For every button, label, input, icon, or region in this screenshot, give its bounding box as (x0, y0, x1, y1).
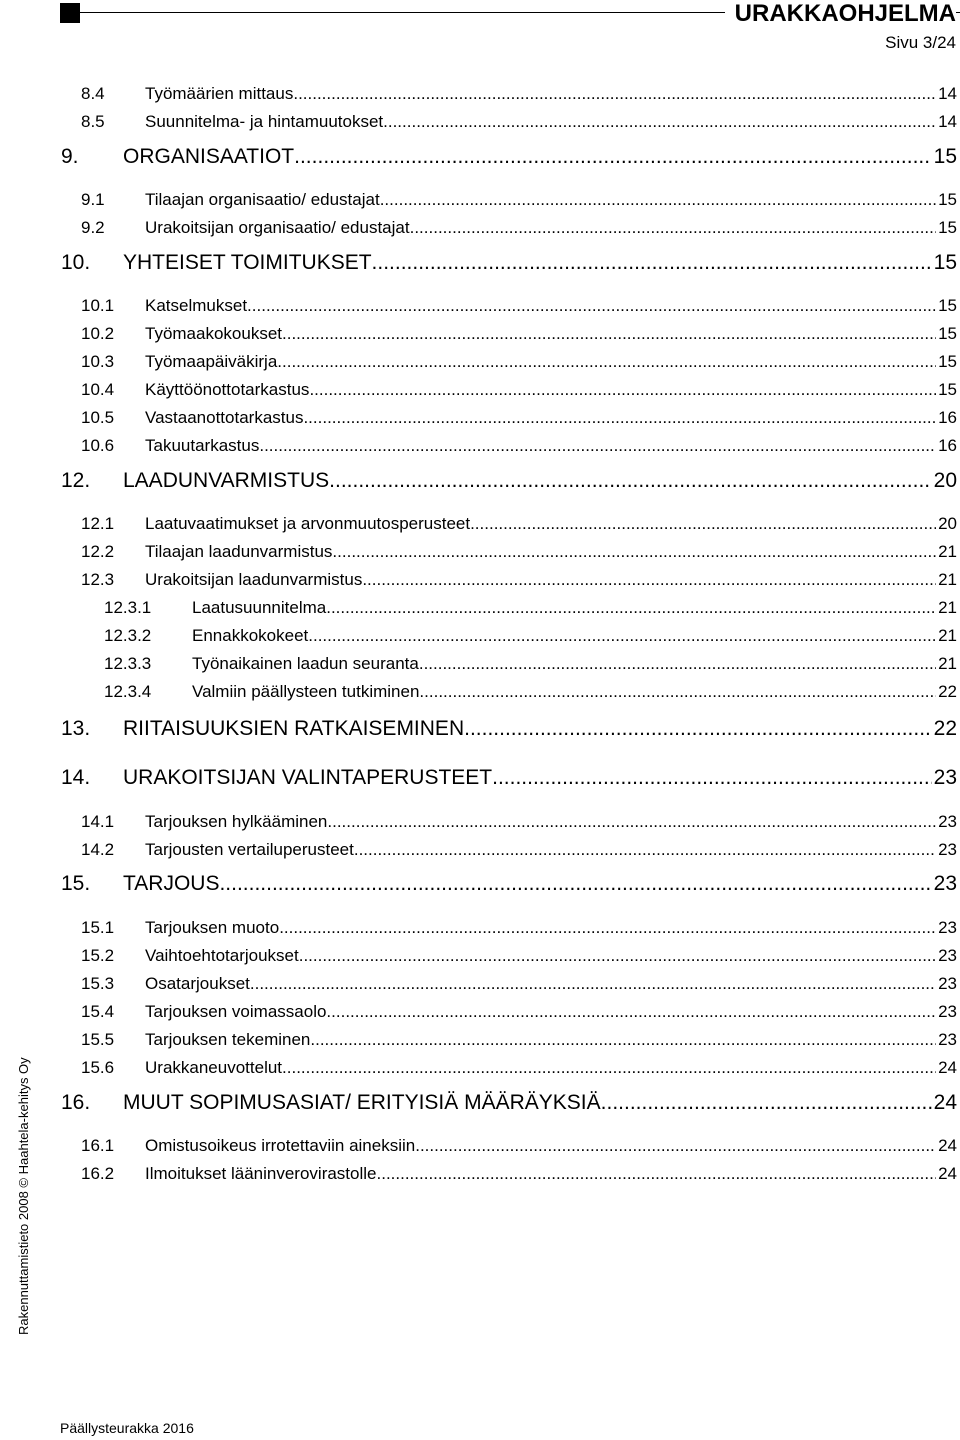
toc-entry-page: 23 (938, 1002, 957, 1021)
toc-entry-page: 22 (938, 682, 957, 701)
toc-leader-dots (383, 111, 936, 133)
toc-entry-number: 10. (61, 251, 91, 274)
toc-entry-label: Ennakkokokeet (192, 626, 309, 645)
toc-entry-label: Käyttöönottotarkastus (145, 380, 310, 399)
toc-leader-dots (492, 765, 932, 791)
toc-leader-dots (415, 1135, 936, 1157)
toc-entry[interactable] (0, 1027, 960, 1051)
toc-leader-dots (464, 716, 932, 742)
toc-entry-number: 8.4 (81, 84, 105, 103)
toc-entry-number: 10.4 (81, 380, 115, 399)
toc-entry-label: URAKOITSIJAN VALINTAPERUSTEET (123, 766, 493, 789)
toc-entry-label: LAADUNVARMISTUS (123, 469, 330, 492)
toc-entry-page: 21 (938, 542, 957, 561)
toc-entry-number: 10.3 (81, 352, 115, 371)
toc-entry-page: 15 (933, 145, 957, 168)
toc-entry-page: 15 (938, 380, 957, 399)
toc-leader-dots (419, 681, 936, 703)
toc-entry[interactable] (0, 567, 960, 591)
toc-entry-number: 10.2 (81, 324, 115, 343)
toc-leader-dots (470, 513, 936, 535)
toc-entry-label: Laatusuunnitelma (192, 598, 327, 617)
toc-leader-dots (310, 1029, 936, 1051)
toc-entry-number: 12.3 (81, 570, 115, 589)
toc-entry-number: 15. (61, 872, 91, 895)
toc-entry-page: 16 (938, 436, 957, 455)
toc-entry-label: Osatarjoukset (145, 974, 250, 993)
toc-leader-dots (326, 1001, 936, 1023)
toc-entry-page: 24 (938, 1058, 957, 1077)
toc-leader-dots (299, 945, 936, 967)
copyright-side-text: Rakennuttamistieto 2008 © Haahtela-kehitys Oy (16, 1057, 31, 1335)
toc-entry-number: 12.3.1 (104, 598, 152, 617)
toc-entry-label: Urakkaneuvottelut (145, 1058, 283, 1077)
toc-entry-label: Ilmoitukset lääninverovirastolle (145, 1164, 377, 1183)
toc-leader-dots (419, 653, 936, 675)
toc-entry-label: YHTEISET TOIMITUKSET (123, 251, 372, 274)
toc-entry-number: 12.2 (81, 542, 115, 561)
toc-entry[interactable] (0, 377, 960, 401)
toc-leader-dots (277, 351, 936, 373)
toc-entry-number: 15.2 (81, 946, 115, 965)
toc-entry[interactable] (0, 1133, 960, 1157)
toc-entry-label: Tarjouksen voimassaolo (145, 1002, 327, 1021)
toc-entry[interactable] (0, 187, 960, 211)
toc-leader-dots (279, 917, 936, 939)
toc-entry[interactable] (0, 763, 960, 791)
toc-entry-label: Vastaanottotarkastus (145, 408, 304, 427)
toc-entry-page: 14 (938, 84, 957, 103)
toc-entry[interactable] (0, 1055, 960, 1079)
toc-entry-number: 14. (61, 766, 91, 789)
toc-entry-page: 21 (938, 654, 957, 673)
toc-entry-label: ORGANISAATIOT (123, 145, 295, 168)
toc-entry[interactable] (0, 623, 960, 647)
toc-leader-dots (410, 217, 936, 239)
toc-entry-page: 24 (938, 1164, 957, 1183)
toc-entry-page: 23 (933, 766, 957, 789)
toc-entry-number: 12.3.4 (104, 682, 152, 701)
toc-entry-label: Työmaakokoukset (145, 324, 283, 343)
toc-entry-page: 15 (938, 218, 957, 237)
toc-entry[interactable] (0, 81, 960, 105)
toc-entry-label: Laatuvaatimukset ja arvonmuutosperusteet (145, 514, 471, 533)
toc-entry-page: 23 (938, 840, 957, 859)
toc-entry[interactable] (0, 809, 960, 833)
toc-leader-dots (308, 625, 936, 647)
toc-leader-dots (354, 839, 936, 861)
toc-entry[interactable] (0, 1088, 960, 1116)
toc-entry[interactable] (0, 511, 960, 535)
toc-entry-page: 23 (938, 974, 957, 993)
toc-entry-page: 14 (938, 112, 957, 131)
toc-entry-label: TARJOUS (123, 872, 220, 895)
toc-entry-number: 9.2 (81, 218, 105, 237)
toc-entry-label: Tarjousten vertailuperusteet (145, 840, 354, 859)
toc-entry-number: 15.3 (81, 974, 115, 993)
toc-entry[interactable] (0, 595, 960, 619)
toc-leader-dots (247, 295, 936, 317)
toc-leader-dots (282, 1057, 936, 1079)
toc-entry[interactable] (0, 679, 960, 703)
toc-entry-label: Tarjouksen hylkääminen (145, 812, 328, 831)
toc-entry-label: Työmäärien mittaus (145, 84, 294, 103)
toc-entry-number: 12.3.3 (104, 654, 152, 673)
page-number: Sivu 3/24 (885, 33, 956, 52)
toc-entry-page: 20 (933, 469, 957, 492)
toc-leader-dots (362, 569, 936, 591)
toc-entry[interactable] (0, 466, 960, 494)
toc-entry-number: 9. (61, 145, 79, 168)
toc-entry-number: 10.6 (81, 436, 115, 455)
toc-entry[interactable] (0, 248, 960, 276)
toc-entry-number: 12.3.2 (104, 626, 152, 645)
toc-entry[interactable] (0, 651, 960, 675)
footer-text: Päällysteurakka 2016 (60, 1420, 194, 1436)
toc-entry-number: 15.6 (81, 1058, 115, 1077)
toc-entry[interactable] (0, 999, 960, 1023)
toc-leader-dots (329, 468, 931, 494)
toc-entry-page: 24 (933, 1091, 957, 1114)
toc-entry-label: Työmaapäiväkirja (145, 352, 278, 371)
toc-entry-number: 16.1 (81, 1136, 115, 1155)
toc-entry-label: Tarjouksen muoto (145, 918, 280, 937)
toc-entry-page: 15 (938, 352, 957, 371)
toc-entry-page: 20 (938, 514, 957, 533)
toc-leader-dots (250, 973, 936, 995)
toc-entry-number: 15.4 (81, 1002, 115, 1021)
toc-entry-page: 23 (938, 918, 957, 937)
toc-entry-page: 15 (933, 251, 957, 274)
toc-entry-label: Urakoitsijan organisaatio/ edustajat (145, 218, 410, 237)
toc-entry-label: Vaihtoehtotarjoukset (145, 946, 299, 965)
toc-entry-number: 10.5 (81, 408, 115, 427)
toc-entry-number: 13. (61, 717, 91, 740)
toc-entry-number: 9.1 (81, 190, 105, 209)
toc-entry-number: 16.2 (81, 1164, 115, 1183)
toc-entry-label: Tarjouksen tekeminen (145, 1030, 311, 1049)
toc-entry-number: 15.5 (81, 1030, 115, 1049)
toc-entry-page: 23 (938, 1030, 957, 1049)
toc-leader-dots (326, 597, 936, 619)
toc-entry-page: 23 (933, 872, 957, 895)
document-title: URAKKAOHJELMA (725, 0, 956, 28)
toc-leader-dots (293, 83, 936, 105)
toc-entry-page: 21 (938, 570, 957, 589)
toc-entry[interactable] (0, 321, 960, 345)
toc-entry-page: 15 (938, 190, 957, 209)
toc-entry[interactable] (0, 142, 960, 170)
toc-leader-dots (303, 407, 936, 429)
toc-leader-dots (327, 811, 936, 833)
toc-entry[interactable] (0, 109, 960, 133)
toc-entry-number: 15.1 (81, 918, 115, 937)
toc-entry[interactable] (0, 349, 960, 373)
toc-entry-page: 15 (938, 324, 957, 343)
toc-entry-number: 14.1 (81, 812, 115, 831)
toc-leader-dots (377, 1163, 937, 1185)
toc-entry-page: 21 (938, 598, 957, 617)
toc-entry-page: 16 (938, 408, 957, 427)
toc-entry[interactable] (0, 215, 960, 239)
toc-entry[interactable] (0, 714, 960, 742)
toc-entry-number: 8.5 (81, 112, 105, 131)
toc-entry-label: Tilaajan organisaatio/ edustajat (145, 190, 380, 209)
toc-entry-label: RIITAISUUKSIEN RATKAISEMINEN (123, 717, 465, 740)
toc-entry[interactable] (0, 943, 960, 967)
toc-leader-dots (372, 250, 932, 276)
toc-leader-dots (332, 541, 936, 563)
toc-entry-page: 21 (938, 626, 957, 645)
toc-leader-dots (282, 323, 936, 345)
toc-entry-label: MUUT SOPIMUSASIAT/ ERITYISIÄ MÄÄRÄYKSIÄ (123, 1091, 601, 1114)
toc-entry-page: 23 (938, 946, 957, 965)
toc-entry-label: Katselmukset (145, 296, 248, 315)
toc-entry-label: Omistusoikeus irrotettaviin aineksiin (145, 1136, 416, 1155)
toc-entry[interactable] (0, 539, 960, 563)
toc-entry-number: 16. (61, 1091, 91, 1114)
toc-entry[interactable] (0, 1161, 960, 1185)
toc-entry-label: Urakoitsijan laadunvarmistus (145, 570, 363, 589)
toc-entry-label: Takuutarkastus (145, 436, 260, 455)
toc-entry-number: 10.1 (81, 296, 115, 315)
toc-leader-dots (380, 189, 936, 211)
toc-entry-page: 22 (933, 717, 957, 740)
toc-entry-label: Työnaikainen laadun seuranta (192, 654, 419, 673)
toc-entry[interactable] (0, 405, 960, 429)
toc-leader-dots (601, 1090, 932, 1116)
toc-entry-number: 12. (61, 469, 91, 492)
toc-entry-label: Valmiin päällysteen tutkiminen (192, 682, 420, 701)
toc-entry-label: Suunnitelma- ja hintamuutokset (145, 112, 384, 131)
toc-leader-dots (309, 379, 936, 401)
toc-entry[interactable] (0, 971, 960, 995)
toc-entry[interactable] (0, 915, 960, 939)
toc-entry[interactable] (0, 837, 960, 861)
toc-leader-dots (294, 144, 932, 170)
toc-entry[interactable] (0, 869, 960, 897)
toc-entry-page: 15 (938, 296, 957, 315)
toc-entry[interactable] (0, 433, 960, 457)
toc-entry-page: 23 (938, 812, 957, 831)
toc-entry[interactable] (0, 293, 960, 317)
toc-leader-dots (219, 871, 931, 897)
toc-entry-number: 12.1 (81, 514, 115, 533)
toc-entry-number: 14.2 (81, 840, 115, 859)
toc-leader-dots (259, 435, 936, 457)
toc-entry-page: 24 (938, 1136, 957, 1155)
toc-entry-label: Tilaajan laadunvarmistus (145, 542, 333, 561)
